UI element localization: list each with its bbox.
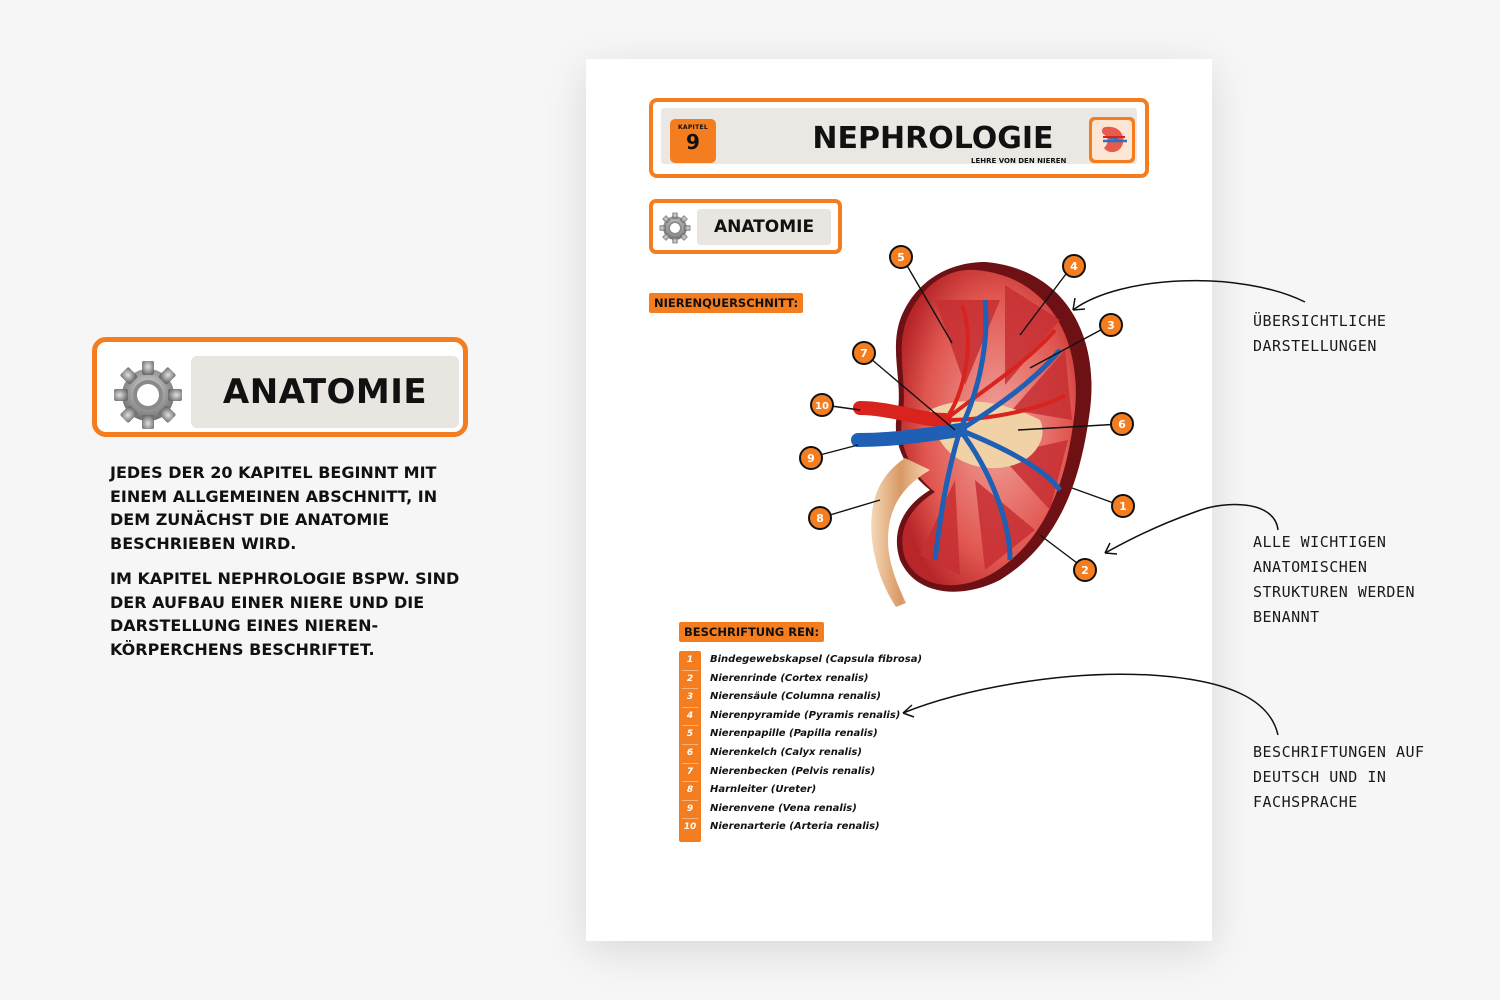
marker bbox=[800, 447, 822, 469]
legend-item-text: Nierenvene (Vena renalis) bbox=[710, 802, 857, 814]
feature-title: ANATOMIE bbox=[191, 356, 459, 428]
legend-item-number: 7 bbox=[686, 766, 694, 777]
marker bbox=[1100, 314, 1122, 336]
legend-item-number: 1 bbox=[686, 655, 694, 665]
svg-text:7: 7 bbox=[860, 347, 868, 360]
chapter-label: KAPITEL bbox=[677, 124, 709, 131]
svg-text:2: 2 bbox=[1081, 564, 1089, 577]
legend-item-text: Nierenrinde (Cortex renalis) bbox=[710, 672, 869, 684]
legend-item-number: 2 bbox=[686, 673, 694, 684]
legend-item-text: Nierenpyramide (Pyramis renalis) bbox=[710, 709, 901, 721]
legend-item-number: 10 bbox=[683, 822, 697, 833]
annotation-overview: ÜBERSICHTLICHE DARSTELLUNGEN bbox=[1253, 312, 1387, 355]
feature-description-1: JEDES DER 20 KAPITEL BEGINNT MIT EINEM ALLGEMEINEN ABSCHNITT, IN DEM ZUNÄCHST DIE ANATOMIE BESCHRIEBEN WIRD. bbox=[110, 463, 438, 553]
legend-item-text: Nierenkelch (Calyx renalis) bbox=[710, 746, 862, 758]
svg-text:10: 10 bbox=[815, 401, 829, 412]
legend-item-number: 4 bbox=[686, 710, 694, 721]
svg-text:3: 3 bbox=[1107, 319, 1115, 332]
legend-item-text: Harnleiter (Ureter) bbox=[710, 784, 817, 796]
legend-item-text: Nierenbecken (Pelvis renalis) bbox=[710, 765, 876, 777]
marker bbox=[890, 246, 912, 268]
svg-text:5: 5 bbox=[897, 251, 905, 264]
legend-item-number: 6 bbox=[686, 747, 694, 758]
legend-item-text: Nierenpapille (Papilla renalis) bbox=[710, 728, 878, 740]
marker bbox=[853, 342, 875, 364]
svg-text:6: 6 bbox=[1118, 418, 1126, 431]
legend-item-text: Nierenarterie (Arteria renalis) bbox=[710, 821, 880, 833]
marker bbox=[811, 394, 833, 416]
marker bbox=[1063, 255, 1085, 277]
legend-item-number: 8 bbox=[686, 785, 694, 796]
chapter-subtitle: LEHRE VON DEN NIEREN bbox=[971, 157, 1067, 165]
section-title: ANATOMIE bbox=[697, 209, 831, 245]
legend-item-number: 5 bbox=[686, 729, 694, 740]
cross-section-label: NIERENQUERSCHNITT: bbox=[649, 293, 803, 313]
marker bbox=[1111, 413, 1133, 435]
legend-item-number: 3 bbox=[686, 692, 694, 703]
chapter-number: 9 bbox=[686, 130, 700, 154]
legend-item-number: 9 bbox=[686, 803, 694, 814]
marker bbox=[1074, 559, 1096, 581]
svg-text:8: 8 bbox=[816, 512, 824, 525]
annotation-languages: BESCHRIFTUNGEN AUF DEUTSCH UND IN FACHSPRACHE bbox=[1253, 743, 1425, 811]
feature-description-2: IM KAPITEL NEPHROLOGIE BSPW. SIND DER AUFBAU EINER NIERE UND DIE DARSTELLUNG EINES NIEREN-KÖRPERCHENS BESCHRIFTET. bbox=[110, 569, 460, 659]
legend-label: BESCHRIFTUNG REN: bbox=[679, 622, 824, 642]
svg-text:1: 1 bbox=[1119, 500, 1127, 513]
annotation-structures: ALLE WICHTIGEN ANATOMISCHEN STRUKTUREN WERDEN BENANNT bbox=[1253, 533, 1416, 626]
svg-text:4: 4 bbox=[1070, 260, 1078, 273]
marker bbox=[809, 507, 831, 529]
legend-item-text: Nierensäule (Columna renalis) bbox=[710, 691, 881, 703]
chapter-title: NEPHROLOGIE bbox=[812, 121, 1054, 156]
marker bbox=[1112, 495, 1134, 517]
svg-text:9: 9 bbox=[807, 452, 815, 465]
legend-item-text: Bindegewebskapsel (Capsula fibrosa) bbox=[710, 654, 923, 665]
